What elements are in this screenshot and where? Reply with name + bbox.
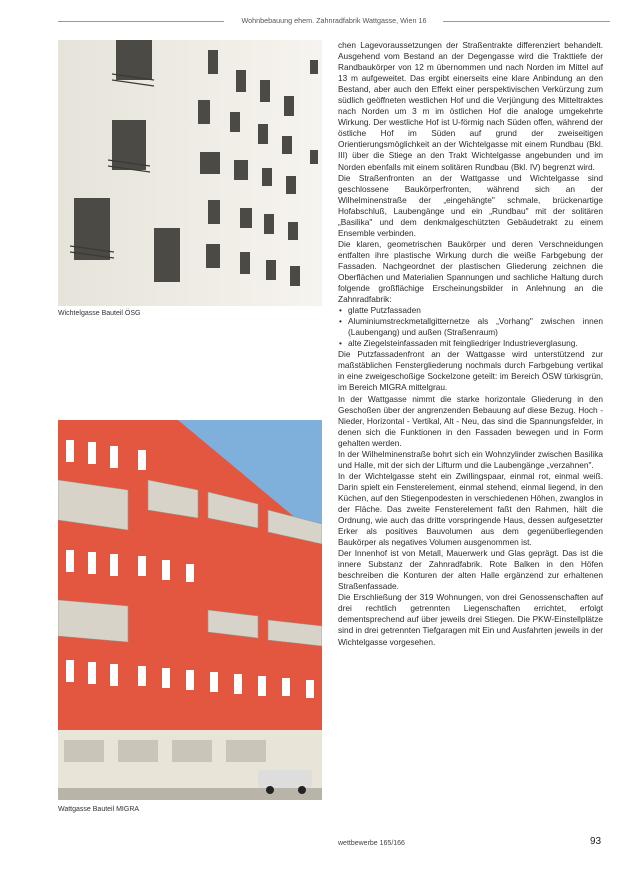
header-rule-left [58, 21, 224, 22]
material-list [338, 305, 603, 349]
list-item: • Aluminiumstreckmetallgitternetze als „Vorhang" zwischen innen (Laubengang) und außen (Straßenraum) [338, 316, 603, 338]
photo-caption: Wichtelgasse Bauteil ÖSG [58, 310, 141, 317]
running-header [58, 15, 610, 27]
red-facade-illustration [58, 420, 322, 800]
paragraph: Die klaren, geometrischen Baukörper und deren Verschneidungen entfalten ihre plastische Wirkung durch die weiße Farbgebung der Fassaden. Nachgeordnet der plastischen Gliederung zeichnen die Oberflächen und Materialien Spannungen und sachliche Haltung durch folgende großflächige Erscheinungsbilder in Anlehnung an die Zahnradfabrik: [338, 238, 603, 305]
list-item: • alte Ziegelsteinfassaden mit feingliedriger Industrieverglasung. [338, 338, 603, 349]
paragraph: In der Wichtelgasse steht ein Zwillingspaar, einmal rot, einmal weiß. Darin spielt ein Fensterelement, einmal stehend, einmal liegend, in den Küchen, auf den Stiegenpodesten in verschiedenen Höhen, zwanglos in der Fläche. Das zweite Fensterelement faßt den Rahmen, hält die Ordnung, wie auch das dritte vorspringende Haus, dessen aufgesetzter Erker als positives Bauvolumen aus dem gegenüberliegenden Baukörper als negatives Volumen ausgenommen ist. [338, 470, 603, 548]
photo-caption: Wattgasse Bauteil MIGRA [58, 806, 140, 813]
paragraph: In der Wattgasse nimmt die starke horizontale Gliederung in den Geschoßen über der angrenzenden Bebauung auf diese Bezug. Hoch - Nieder, Horizontal - Vertikal, Alt - Neu, das sind die Spannungsfelder, in denen sich die Funktionen in den Fassaden bewegen und in Form gehalten werden. [338, 393, 603, 448]
header-title: Wohnbebauung ehem. Zahnradfabrik Wattgasse, Wien 16 [241, 16, 427, 25]
list-item: • glatte Putzfassaden [338, 305, 603, 316]
paragraph: In der Wilhelminenstraße bohrt sich ein Wohnzylinder zwischen Basilika und Halle, mit der sich der Lifturm und die Laubengänge „verzahnen". [338, 448, 603, 470]
paragraph: Der Innenhof ist von Metall, Mauerwerk und Glas geprägt. Das ist die innere Substanz der Zahnradfabrik. Rote Balken in den Höfen beschreiben die Konturen der alten Halle ergänzend zur erhaltenen Straßenfassade. [338, 548, 603, 592]
paragraph: chen Lagevoraussetzungen der Straßentrakte differenziert behandelt. Ausgehend vom Bestand an der Degengasse wird die Trakttiefe der Randbaukörper von 12 m übernommen und nach Norden im Mittel auf 13 m aufgeweitet. Das ergibt einerseits eine klare Anbindung an den Bestand, aber auch den Effekt einer perspektivischen Verkürzung zum südlich geöffneten westlichen Hof und die Verjüngung des Mitteltraktes nach Norden um 3 m im östlichen Hof die analoge umgekehrte Wirkung. Der westliche Hof ist U-förmig nach Süden offen, während der östliche Hof im Süden auf grund der zweiseitigen Orientierungsmöglichkeit an der Wichtelgasse mit einem Rundbau (Bkl. III) über die Stiege an den Trakt Wichtelgasse angebunden und im Norden ebenfalls mit einem solitären Rundbau (Bkl. IV) begrenzt wird. [338, 40, 603, 172]
photo-wichtelgasse [58, 40, 322, 306]
article-body [338, 40, 603, 648]
photo-wattgasse [58, 420, 322, 800]
white-facade-illustration [58, 40, 322, 306]
header-rule-right [443, 21, 610, 22]
page-number: 93 [590, 836, 602, 847]
paragraph: Die Erschließung der 319 Wohnungen, von drei Genossenschaften auf drei rechtlich getrennten Liegenschaften errichtet, erfolgt dementsprechend auf über jeweils drei Stiegen. Die PKW-Einstellplätze sind in drei getrennten Tiefgaragen mit Ein und Ausfahrten jeweils in der Wichtelgasse vorgesehen. [338, 592, 603, 647]
publication-source: wettbewerbe 165/166 [338, 840, 405, 847]
paragraph: Die Putzfassadenfront an der Wattgasse wird unterstützend zur maßstäblichen Fenstergliederung nochmals durch Farbgebung vertikal in eine zweigeschoßige Sockelzone geteilt: im Bereich ÖSW türkisgrün, im Bereich MIGRA mittelgrau. [338, 349, 603, 393]
paragraph: Die Straßenfronten an der Wattgasse und Wichtelgasse sind geschlossene Baukörperfronten, während sich an der Wilhelminenstraße der „eingehängte" schmale, brückenartige Hofabschluß, Laubengänge und ein „Rundbau" mit der solitären „Basilika" und dem denkmalgeschützten Gebäudetrakt zu einem Ensemble verbinden. [338, 172, 603, 238]
